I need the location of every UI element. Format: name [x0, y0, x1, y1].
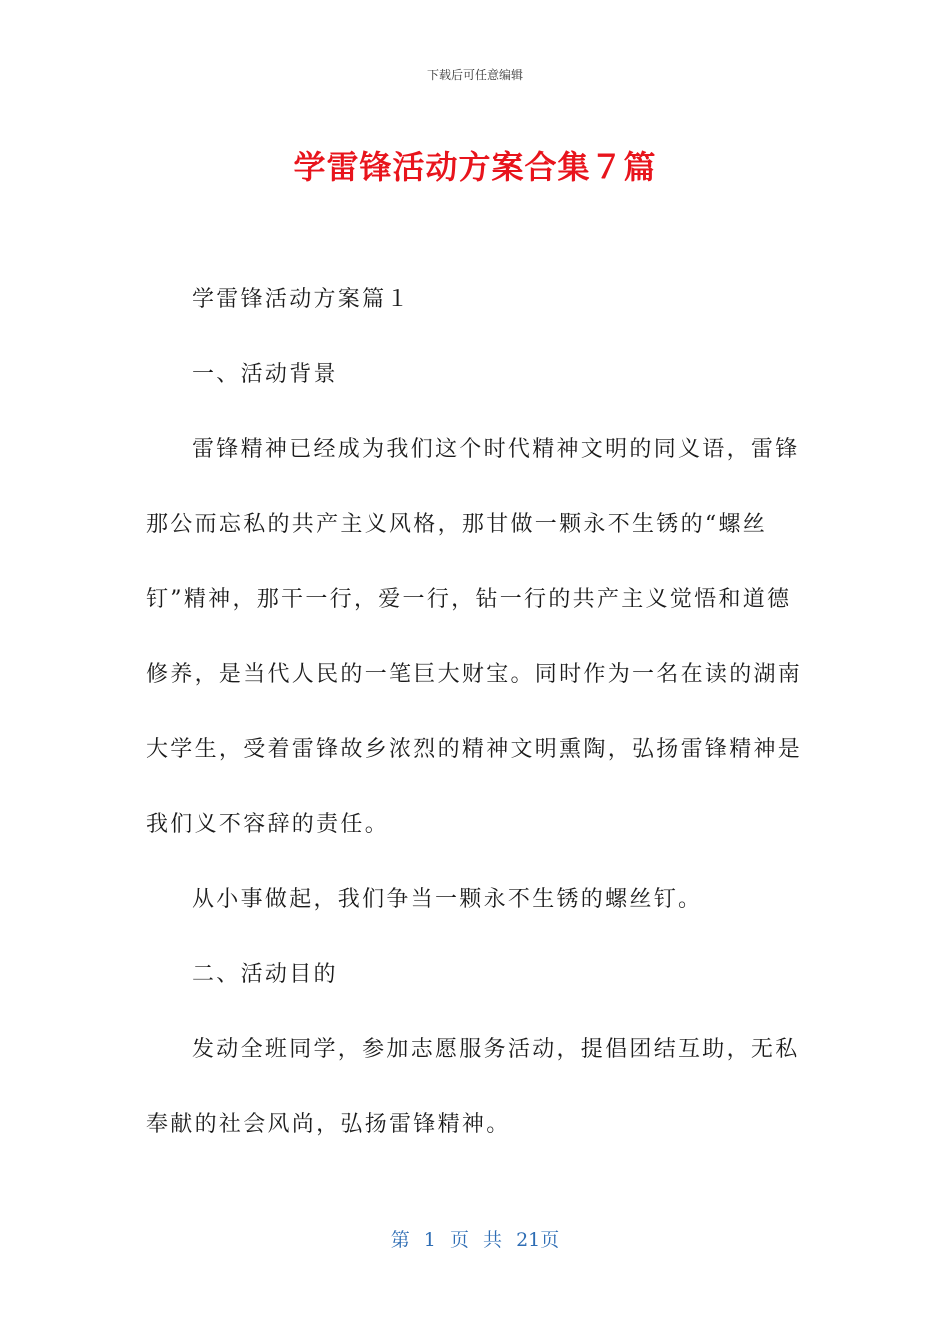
- paragraph-line: 奉献的社会风尚，弘扬雷锋精神。: [146, 1112, 511, 1137]
- paragraph-line: 雷锋精神已经成为我们这个时代精神文明的同义语，雷锋: [192, 437, 800, 462]
- paragraph-line: 我们义不容辞的责任。: [146, 812, 390, 837]
- subsection-heading: 一、活动背景: [192, 362, 338, 387]
- document-title: 学雷锋活动方案合集７篇: [293, 148, 657, 186]
- paragraph-line: 修养，是当代人民的一笔巨大财宝。同时作为一名在读的湖南: [146, 662, 803, 687]
- footer-page-word: 第: [390, 1229, 410, 1251]
- footer-page-unit: 页: [449, 1229, 469, 1251]
- paragraph-line: 从小事做起，我们争当一颗永不生锈的螺丝钉。: [192, 887, 703, 912]
- subsection-heading: 二、活动目的: [192, 962, 338, 987]
- paragraph-line: 大学生，受着雷锋故乡浓烈的精神文明熏陶，弘扬雷锋精神是: [146, 737, 803, 762]
- paragraph-line: 钉”精神，那干一行，爱一行，钻一行的共产主义觉悟和道德: [146, 587, 792, 612]
- footer-page-number: 1: [423, 1229, 436, 1251]
- footer-total-word: 共: [483, 1229, 503, 1251]
- paragraph-line: 发动全班同学，参加志愿服务活动，提倡团结互助，无私: [192, 1037, 800, 1062]
- paragraph-line: 那公而忘私的共产主义风格，那甘做一颗永不生锈的“螺丝: [146, 512, 768, 537]
- footer-total-pages: 21页: [516, 1229, 560, 1251]
- header-note: 下载后可任意编辑: [426, 68, 523, 82]
- document-body: [146, 262, 806, 1162]
- section-heading: 学雷锋活动方案篇１: [192, 287, 411, 312]
- page-footer: [0, 1225, 950, 1252]
